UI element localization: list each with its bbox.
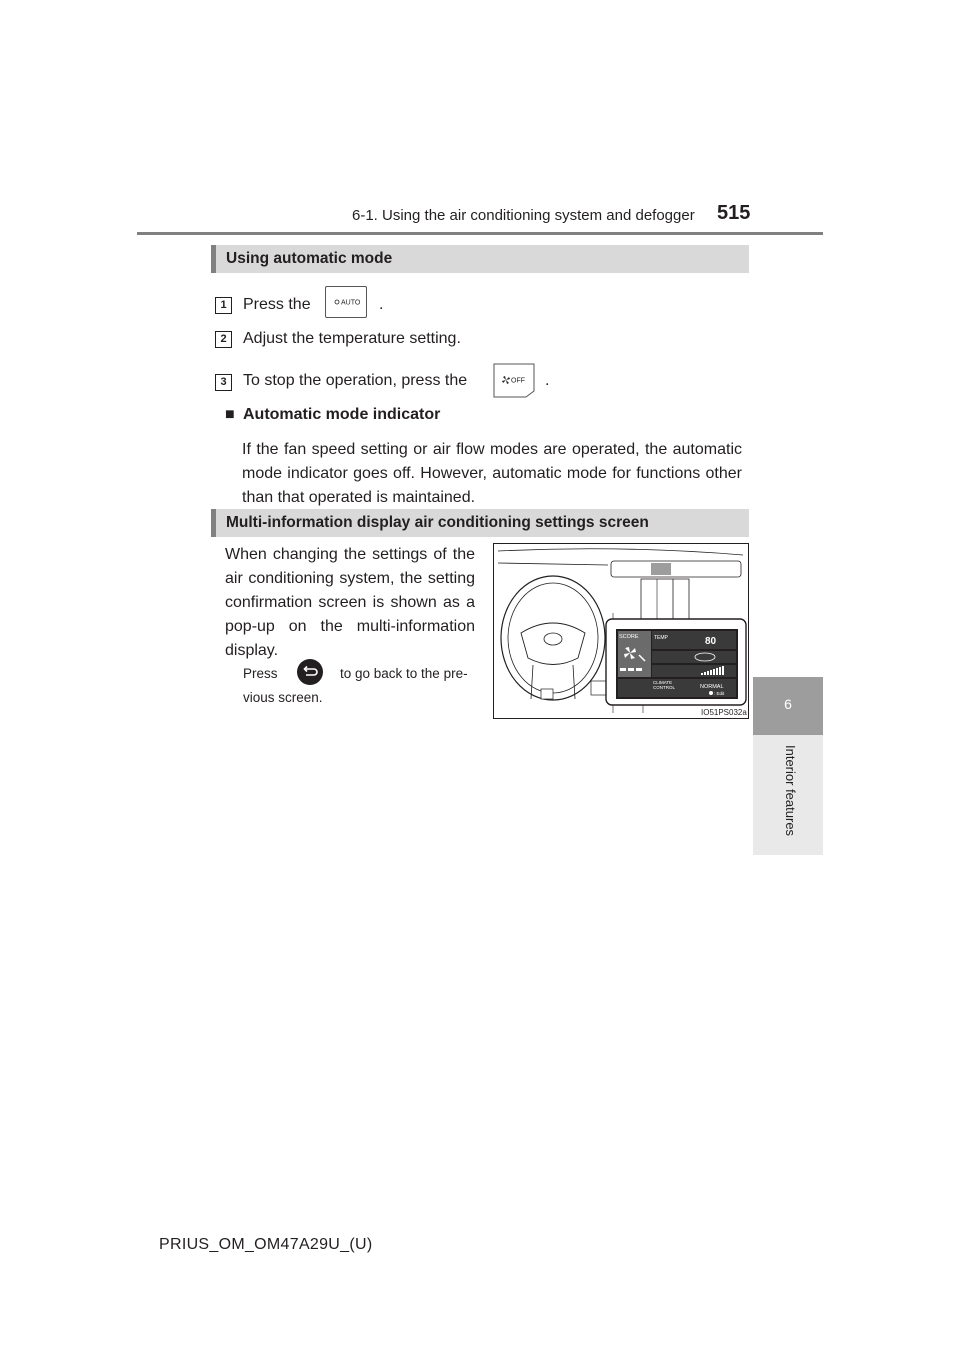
svg-text:AUTO: AUTO [341, 299, 361, 307]
section-title: 6-1. Using the air conditioning system and defogger [352, 207, 695, 224]
svg-text:SCORE: SCORE [619, 634, 639, 640]
step-number-2: 2 [215, 331, 232, 348]
section-heading-automatic-mode [211, 245, 749, 273]
chapter-tab [753, 677, 823, 735]
chapter-label: Interior features [783, 745, 798, 837]
section-heading-text: Multi-information display air conditioning settings screen [226, 514, 649, 531]
step-3-text-after: . [545, 372, 550, 389]
svg-text:TEMP: TEMP [654, 635, 668, 641]
back-button-image [297, 659, 323, 685]
back-arrow-icon [297, 659, 323, 685]
auto-button-icon [326, 287, 366, 317]
svg-text:NORMAL: NORMAL [700, 684, 724, 690]
sub-heading: Automatic mode indicator [243, 406, 441, 423]
step-3-text-before: To stop the operation, press the [243, 372, 468, 389]
step-number-3: 3 [215, 374, 232, 391]
header-divider [137, 232, 823, 235]
dashboard-illustration [493, 543, 749, 719]
off-button-image [493, 363, 535, 398]
step-number-1: 1 [215, 297, 232, 314]
svg-text:CLIMATE: CLIMATE [653, 680, 673, 685]
svg-text:: Edit: : Edit [714, 691, 725, 696]
svg-text:CONTROL: CONTROL [653, 685, 676, 690]
step-1-text-after: . [379, 296, 384, 313]
chapter-number: 6 [784, 696, 792, 712]
bullet-square-icon: ■ [225, 406, 235, 423]
section-heading-multi-info [211, 509, 749, 537]
dashboard-figure [493, 543, 749, 719]
step-2-text: Adjust the temperature setting. [243, 330, 461, 347]
document-code: PRIUS_OM_OM47A29U_(U) [159, 1236, 373, 1253]
section-heading-text: Using automatic mode [226, 250, 393, 267]
fan-off-button-icon [493, 363, 535, 398]
auto-button-image [325, 286, 367, 318]
automatic-mode-paragraph: If the fan speed setting or air flow modes are operated, the automatic mode indicator goes off. However, automatic mode for functions other than that operated is maintained. [242, 441, 742, 506]
page-number: 515 [717, 202, 751, 224]
svg-text:OFF: OFF [511, 377, 525, 385]
multi-info-paragraph: When changing the settings of the air conditioning system, the setting confirmation screen is shown as a pop-up on the multi-information display. [225, 546, 475, 659]
note-text-after-1: to go back to the pre- [340, 666, 468, 681]
note-text-before: Press [243, 666, 278, 681]
figure-code: IO51PS032a [701, 708, 747, 717]
step-1-text-before: Press the [243, 296, 311, 313]
note-text-after-2: vious screen. [243, 690, 323, 705]
svg-text:80: 80 [705, 636, 717, 647]
